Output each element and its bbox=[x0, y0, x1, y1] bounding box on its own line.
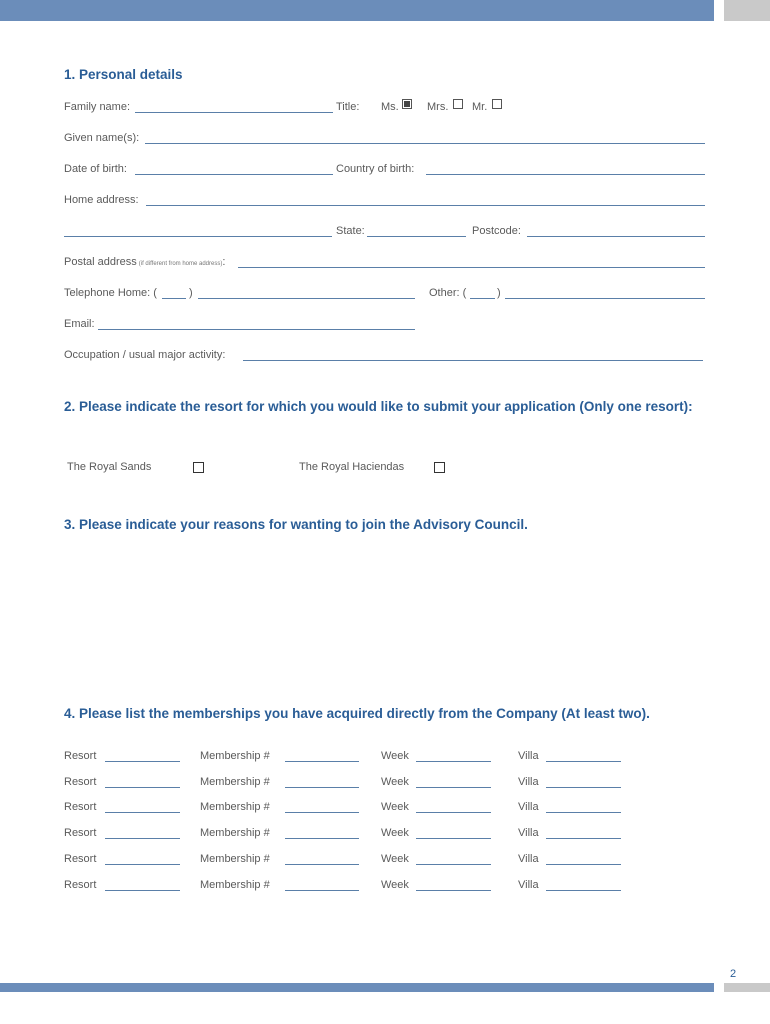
resort-option-royal-haciendas-checkbox[interactable] bbox=[434, 462, 445, 473]
resort-label-2: Resort bbox=[64, 776, 97, 788]
page-number: 2 bbox=[730, 968, 737, 980]
membership-field-3[interactable] bbox=[285, 812, 359, 813]
membership-label-3: Membership # bbox=[200, 801, 270, 813]
membership-field-2[interactable] bbox=[285, 787, 359, 788]
section3-title: 3. Please indicate your reasons for wanting to join the Advisory Council. bbox=[64, 517, 528, 532]
header-bar bbox=[0, 0, 714, 21]
postal-address-field[interactable] bbox=[238, 267, 705, 268]
resort-label-3: Resort bbox=[64, 801, 97, 813]
postcode-label: Postcode: bbox=[472, 225, 521, 237]
footer-bar bbox=[0, 983, 714, 992]
week-label-2: Week bbox=[381, 776, 409, 788]
home-address-line2-field[interactable] bbox=[64, 236, 332, 237]
mr-label: Mr. bbox=[472, 101, 488, 113]
telephone-home-close-paren: ) bbox=[189, 287, 193, 299]
dob-label: Date of birth: bbox=[64, 163, 127, 175]
resort-label-5: Resort bbox=[64, 853, 97, 865]
membership-label-1: Membership # bbox=[200, 750, 270, 762]
postal-address-label bbox=[64, 256, 225, 268]
villa-label-1: Villa bbox=[518, 750, 539, 762]
home-address-label: Home address: bbox=[64, 194, 139, 206]
postal-address-colon: : bbox=[222, 256, 226, 268]
week-label-4: Week bbox=[381, 827, 409, 839]
mrs-checkbox[interactable] bbox=[453, 99, 463, 109]
villa-label-3: Villa bbox=[518, 801, 539, 813]
telephone-other-close-paren: ) bbox=[497, 287, 501, 299]
week-field-4[interactable] bbox=[416, 838, 491, 839]
given-names-field[interactable] bbox=[145, 143, 705, 144]
postcode-field[interactable] bbox=[527, 236, 705, 237]
mrs-label: Mrs. bbox=[427, 101, 449, 113]
week-field-2[interactable] bbox=[416, 787, 491, 788]
resort-field-1[interactable] bbox=[105, 761, 180, 762]
email-field[interactable] bbox=[98, 329, 415, 330]
reasons-text-area[interactable] bbox=[64, 545, 705, 685]
week-field-1[interactable] bbox=[416, 761, 491, 762]
country-of-birth-field[interactable] bbox=[426, 174, 705, 175]
resort-option-royal-sands-checkbox[interactable] bbox=[193, 462, 204, 473]
membership-field-4[interactable] bbox=[285, 838, 359, 839]
membership-label-4: Membership # bbox=[200, 827, 270, 839]
week-label-3: Week bbox=[381, 801, 409, 813]
resort-field-2[interactable] bbox=[105, 787, 180, 788]
week-field-6[interactable] bbox=[416, 890, 491, 891]
telephone-other-field[interactable] bbox=[505, 298, 705, 299]
state-field[interactable] bbox=[367, 236, 466, 237]
week-label-5: Week bbox=[381, 853, 409, 865]
dob-field[interactable] bbox=[135, 174, 333, 175]
villa-label-4: Villa bbox=[518, 827, 539, 839]
state-label: State: bbox=[336, 225, 365, 237]
family-name-label: Family name: bbox=[64, 101, 131, 113]
resort-field-4[interactable] bbox=[105, 838, 180, 839]
given-names-label: Given name(s): bbox=[64, 132, 140, 144]
resort-label-4: Resort bbox=[64, 827, 97, 839]
mr-checkbox[interactable] bbox=[492, 99, 502, 109]
ms-checkbox[interactable] bbox=[402, 99, 412, 109]
villa-label-2: Villa bbox=[518, 776, 539, 788]
villa-field-3[interactable] bbox=[546, 812, 621, 813]
section2-title: 2. Please indicate the resort for which you would like to submit your application (Only one resort): bbox=[64, 399, 693, 414]
villa-field-6[interactable] bbox=[546, 890, 621, 891]
resort-label-6: Resort bbox=[64, 879, 97, 891]
villa-field-1[interactable] bbox=[546, 761, 621, 762]
telephone-other-label: Other: ( bbox=[429, 287, 467, 299]
occupation-label: Occupation / usual major activity: bbox=[64, 349, 226, 361]
telephone-home-area-code-field[interactable] bbox=[162, 298, 186, 299]
telephone-other-area-code-field[interactable] bbox=[470, 298, 495, 299]
membership-label-6: Membership # bbox=[200, 879, 270, 891]
resort-field-3[interactable] bbox=[105, 812, 180, 813]
membership-label-5: Membership # bbox=[200, 853, 270, 865]
membership-label-2: Membership # bbox=[200, 776, 270, 788]
section1-title: 1. Personal details bbox=[64, 67, 183, 82]
telephone-home-field[interactable] bbox=[198, 298, 415, 299]
section4-title: 4. Please list the memberships you have acquired directly from the Company (At least two). bbox=[64, 706, 650, 721]
week-field-5[interactable] bbox=[416, 864, 491, 865]
membership-field-1[interactable] bbox=[285, 761, 359, 762]
home-address-field[interactable] bbox=[146, 205, 705, 206]
footer-bar-accent bbox=[724, 983, 770, 992]
country-of-birth-label: Country of birth: bbox=[336, 163, 415, 175]
resort-option-royal-sands-label: The Royal Sands bbox=[67, 461, 152, 473]
resort-label-1: Resort bbox=[64, 750, 97, 762]
week-label-6: Week bbox=[381, 879, 409, 891]
title-label: Title: bbox=[336, 101, 360, 113]
villa-field-2[interactable] bbox=[546, 787, 621, 788]
header-bar-accent bbox=[724, 0, 770, 21]
villa-field-4[interactable] bbox=[546, 838, 621, 839]
villa-label-5: Villa bbox=[518, 853, 539, 865]
week-field-3[interactable] bbox=[416, 812, 491, 813]
telephone-home-label: Telephone Home: ( bbox=[64, 287, 157, 299]
villa-label-6: Villa bbox=[518, 879, 539, 891]
family-name-field[interactable] bbox=[135, 112, 333, 113]
occupation-field[interactable] bbox=[243, 360, 703, 361]
postal-address-text: Postal address bbox=[64, 256, 137, 268]
week-label-1: Week bbox=[381, 750, 409, 762]
resort-field-6[interactable] bbox=[105, 890, 180, 891]
email-label: Email: bbox=[64, 318, 95, 330]
villa-field-5[interactable] bbox=[546, 864, 621, 865]
postal-address-note: (if different from home address) bbox=[138, 261, 223, 267]
resort-option-royal-haciendas-label: The Royal Haciendas bbox=[299, 461, 405, 473]
membership-field-5[interactable] bbox=[285, 864, 359, 865]
ms-label: Ms. bbox=[381, 101, 399, 113]
resort-field-5[interactable] bbox=[105, 864, 180, 865]
membership-field-6[interactable] bbox=[285, 890, 359, 891]
